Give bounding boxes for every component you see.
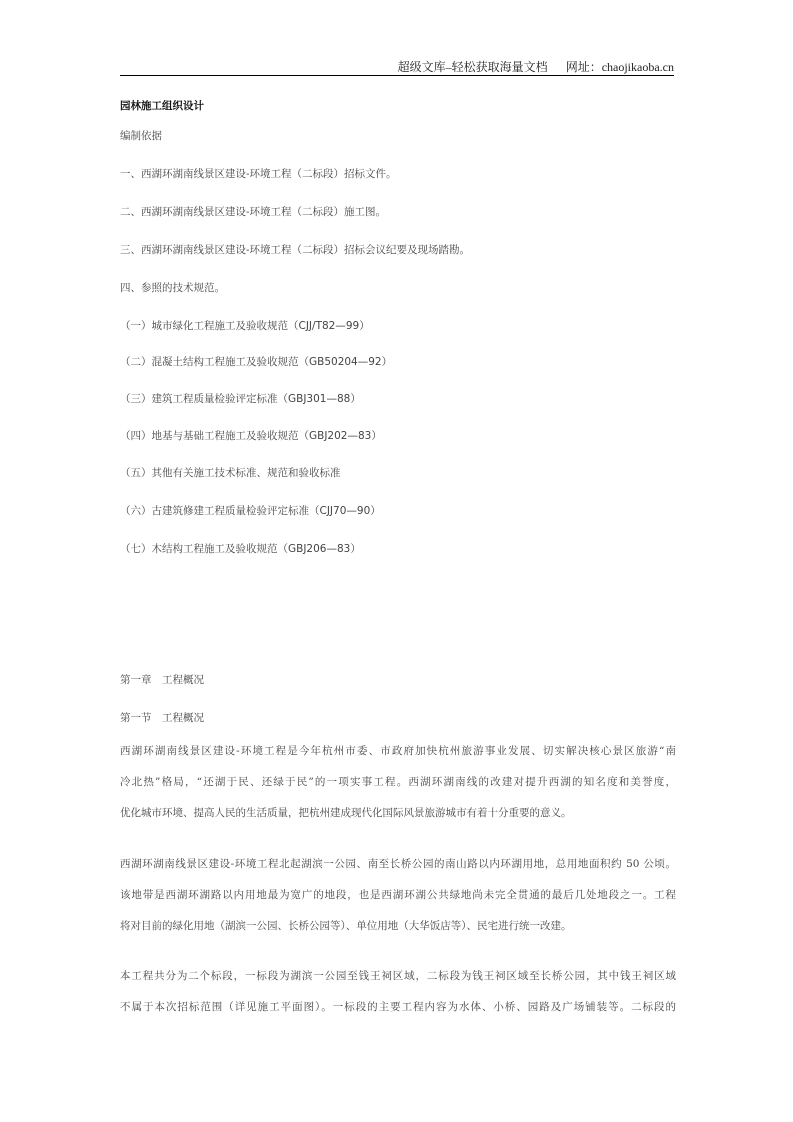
basis-item: 一、西湖环湖南线景区建设-环境工程（二标段）招标文件。	[120, 168, 397, 180]
header-site-name: 超级文库–轻松获取海量文档	[397, 60, 548, 74]
chapter-heading: 第一章 工程概况	[120, 674, 204, 686]
standard-item: （三）建筑工程质量检验评定标准（GBJ301—88）	[120, 393, 361, 405]
standard-code: GBJ202—83	[309, 430, 372, 442]
standard-code: GBJ301—88	[288, 393, 351, 405]
standard-code: GB50204—92	[309, 356, 382, 368]
standard-item: （二）混凝土结构工程施工及验收规范（GB50204—92）	[120, 356, 393, 368]
standard-item: （七）木结构工程施工及验收规范（GBJ206—83）	[120, 543, 361, 555]
basis-item: 二、西湖环湖南线景区建设-环境工程（二标段）施工图。	[120, 206, 387, 218]
basis-item: 四、参照的技术规范。	[120, 282, 225, 294]
standard-item: （五）其他有关施工技术标准、规范和验收标准	[120, 467, 341, 479]
section-heading: 第一节 工程概况	[120, 712, 204, 724]
standard-code: CJJ70—90	[319, 505, 371, 517]
standard-item: （四）地基与基础工程施工及验收规范（GBJ202—83）	[120, 430, 382, 442]
standard-item: （六）古建筑修建工程质量检验评定标准（CJJ70—90）	[120, 505, 381, 517]
standard-code: CJJ/T82—99	[298, 320, 360, 332]
basis-item: 三、西湖环湖南线景区建设-环境工程（二标段）招标会议纪要及现场踏勘。	[120, 244, 471, 256]
body-paragraph: 本工程共分为二个标段，一标段为湖滨一公园至钱王祠区域，二标段为钱王祠区域至长桥公园，其中钱王祠区域 不属于本次招标范围（详见施工平面图）。一标段的主要工程内容为水体、小桥、园路及广场铺装等。二标段的	[120, 970, 676, 1013]
standard-item: （一）城市绿化工程施工及验收规范（CJJ/T82—99）	[120, 320, 370, 332]
body-paragraph: 西湖环湖南线景区建设-环境工程是今年杭州市委、市政府加快杭州旅游事业发展、切实解决核心景区旅游“南 冷北热”格局，“还湖于民、还绿于民”的一项实事工程。西湖环湖南线的改建对提升西湖的知名度和美誉度， 优化城市环境、提高人民的生活质量，把杭州建成现代化国际风景旅游城市有着十分重要的意义。	[120, 745, 676, 819]
document-title: 园林施工组织设计	[120, 100, 204, 112]
header-url: 网址：chaojikaoba.cn	[565, 60, 674, 74]
basis-heading: 编制依据	[120, 130, 162, 142]
header-text	[398, 58, 674, 75]
page-header	[120, 58, 674, 76]
body-paragraph: 西湖环湖南线景区建设-环境工程北起湖滨一公园、南至长桥公园的南山路以内环湖用地，总用地面积约 50 公顷。 该地带是西湖环湖路以内用地最为宽广的地段，也是西湖环湖公共绿地尚未完全贯通的最后几处地段之一。工程 将对目前的绿化用地（湖滨一公园、长桥公园等）、单位用地（大华饭店等）、民宅进行统一改建。	[120, 858, 676, 932]
standard-code: GBJ206—83	[288, 543, 351, 555]
